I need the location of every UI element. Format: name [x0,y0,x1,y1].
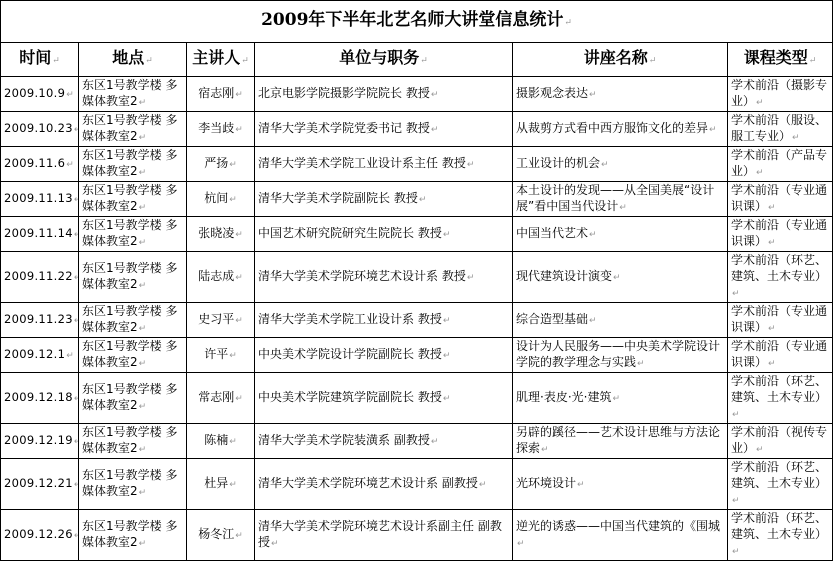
header-course-type: 课程类型 ↵ [744,48,817,67]
course-type-cell: 学术前沿（服设、服工专业） ↵ [731,113,827,143]
table-title: 2009年下半年北艺名师大讲堂信息统计 ↵ [261,10,572,30]
speaker-cell: 陆志成 ↵ [198,269,243,283]
time-cell: 2009.12.18 ↵ [4,390,79,404]
time-cell: 2009.11.14 ↵ [4,226,79,240]
location-cell: 东区1号教学楼 多媒体教室2 ↵ [82,218,177,248]
table-row [1,112,833,147]
table-row [1,147,833,182]
speaker-cell: 陈楠 ↵ [204,433,237,447]
affiliation-cell: 清华大学美术学院环境艺术设计系 副教授 ↵ [258,476,486,490]
lecture-cell: 工业设计的机会 ↵ [516,156,609,170]
time-cell: 2009.10.9 ↵ [4,86,74,100]
location-cell: 东区1号教学楼 多媒体教室2 ↵ [82,78,177,108]
location-cell: 东区1号教学楼 多媒体教室2 ↵ [82,468,177,498]
table-row [1,217,833,252]
affiliation-cell: 清华大学美术学院装潢系 副教授 ↵ [258,433,438,447]
affiliation-cell: 清华大学美术学院党委书记 教授 ↵ [258,121,438,135]
time-cell: 2009.12.1 ↵ [4,347,74,361]
course-type-cell: 学术前沿（专业通识课） ↵ [731,339,827,369]
lecture-cell: 光环境设计 ↵ [516,476,585,490]
lecture-cell: 本土设计的发现——从全国美展“设计展”看中国当代设计 ↵ [516,183,714,213]
course-type-cell: 学术前沿（环艺、建筑、土木专业） ↵ [731,253,827,299]
course-type-cell: 学术前沿（专业通识课） ↵ [731,183,827,213]
location-cell: 东区1号教学楼 多媒体教室2 ↵ [82,339,177,369]
lecture-cell: 肌理·表皮·光·建筑 ↵ [516,390,620,404]
title-row [1,1,833,43]
time-cell: 2009.11.22 ↵ [4,269,79,283]
affiliation-cell: 北京电影学院摄影学院院长 教授 ↵ [258,86,438,100]
affiliation-cell: 中国艺术研究院研究生院院长 教授 ↵ [258,226,450,240]
table-row [1,373,833,424]
location-cell: 东区1号教学楼 多媒体教室2 ↵ [82,261,177,291]
lecture-cell: 综合造型基础 ↵ [516,312,597,326]
time-cell: 2009.11.23 ↵ [4,312,79,326]
course-type-cell: 学术前沿（环艺、建筑、土木专业） ↵ [731,374,827,420]
header-time: 时间 ↵ [19,48,60,67]
course-type-cell: 学术前沿（专业通识课） ↵ [731,218,827,248]
location-cell: 东区1号教学楼 多媒体教室2 ↵ [82,519,177,549]
header-row [1,43,833,77]
course-type-cell: 学术前沿（环艺、建筑、土木专业） ↵ [731,511,827,557]
speaker-cell: 张晓凌 ↵ [198,226,243,240]
time-cell: 2009.10.23 ↵ [4,121,79,135]
affiliation-cell: 中央美术学院建筑学院副院长 教授 ↵ [258,390,450,404]
header-location: 地点 ↵ [112,48,153,67]
course-type-cell: 学术前沿（摄影专业） ↵ [731,78,827,108]
affiliation-cell: 清华大学美术学院工业设计系 教授 ↵ [258,312,450,326]
course-type-cell: 学术前沿（专业通识课） ↵ [731,304,827,334]
speaker-cell: 严扬 ↵ [204,156,237,170]
lecture-cell: 设计为人民服务——中央美术学院设计学院的教学理念与实践 ↵ [516,339,720,369]
location-cell: 东区1号教学楼 多媒体教室2 ↵ [82,183,177,213]
speaker-cell: 宿志刚 ↵ [198,86,243,100]
time-cell: 2009.11.6 ↵ [4,156,74,170]
location-cell: 东区1号教学楼 多媒体教室2 ↵ [82,148,177,178]
table-row [1,303,833,338]
time-cell: 2009.12.21 ↵ [4,476,79,490]
speaker-cell: 杨冬江 ↵ [198,527,243,541]
lecture-cell: 从裁剪方式看中西方服饰文化的差异 ↵ [516,121,717,135]
affiliation-cell: 清华大学美术学院环境艺术设计系副主任 副教授 ↵ [258,519,502,549]
lecture-cell: 另辟的蹊径——艺术设计思维与方法论探索 ↵ [516,425,720,455]
affiliation-cell: 中央美术学院设计学院副院长 教授 ↵ [258,347,450,361]
lecture-cell: 现代建筑设计演变 ↵ [516,269,621,283]
header-lecture: 讲座名称 ↵ [584,48,657,67]
table-row [1,182,833,217]
affiliation-cell: 清华大学美术学院副院长 教授 ↵ [258,191,426,205]
location-cell: 东区1号教学楼 多媒体教室2 ↵ [82,425,177,455]
time-cell: 2009.11.13 ↵ [4,191,79,205]
speaker-cell: 杜异 ↵ [204,476,237,490]
lecture-cell: 中国当代艺术 ↵ [516,226,597,240]
speaker-cell: 李当歧 ↵ [198,121,243,135]
speaker-cell: 杭间 ↵ [204,191,237,205]
speaker-cell: 许平 ↵ [204,347,237,361]
time-cell: 2009.12.19 ↵ [4,433,79,447]
lecture-cell: 逆光的诱惑——中国当代建筑的《围城 ↵ [516,519,720,549]
location-cell: 东区1号教学楼 多媒体教室2 ↵ [82,113,177,143]
affiliation-cell: 清华大学美术学院工业设计系主任 教授 ↵ [258,156,474,170]
speaker-cell: 常志刚 ↵ [198,390,243,404]
table-row [1,77,833,112]
table-row [1,252,833,303]
table-row [1,510,833,561]
table-row [1,424,833,459]
header-speaker: 主讲人 ↵ [192,48,249,67]
speaker-cell: 史习平 ↵ [198,312,243,326]
lecture-cell: 摄影观念表达 ↵ [516,86,597,100]
course-type-cell: 学术前沿（视传专业） ↵ [731,425,827,455]
course-type-cell: 学术前沿（环艺、建筑、土木专业） ↵ [731,460,827,506]
affiliation-cell: 清华大学美术学院环境艺术设计系 教授 ↵ [258,269,474,283]
course-type-cell: 学术前沿（产品专业） ↵ [731,148,827,178]
location-cell: 东区1号教学楼 多媒体教室2 ↵ [82,382,177,412]
table-row [1,459,833,510]
table-row [1,338,833,373]
header-affiliation: 单位与职务 ↵ [339,48,428,67]
location-cell: 东区1号教学楼 多媒体教室2 ↵ [82,304,177,334]
time-cell: 2009.12.26 ↵ [4,527,79,541]
